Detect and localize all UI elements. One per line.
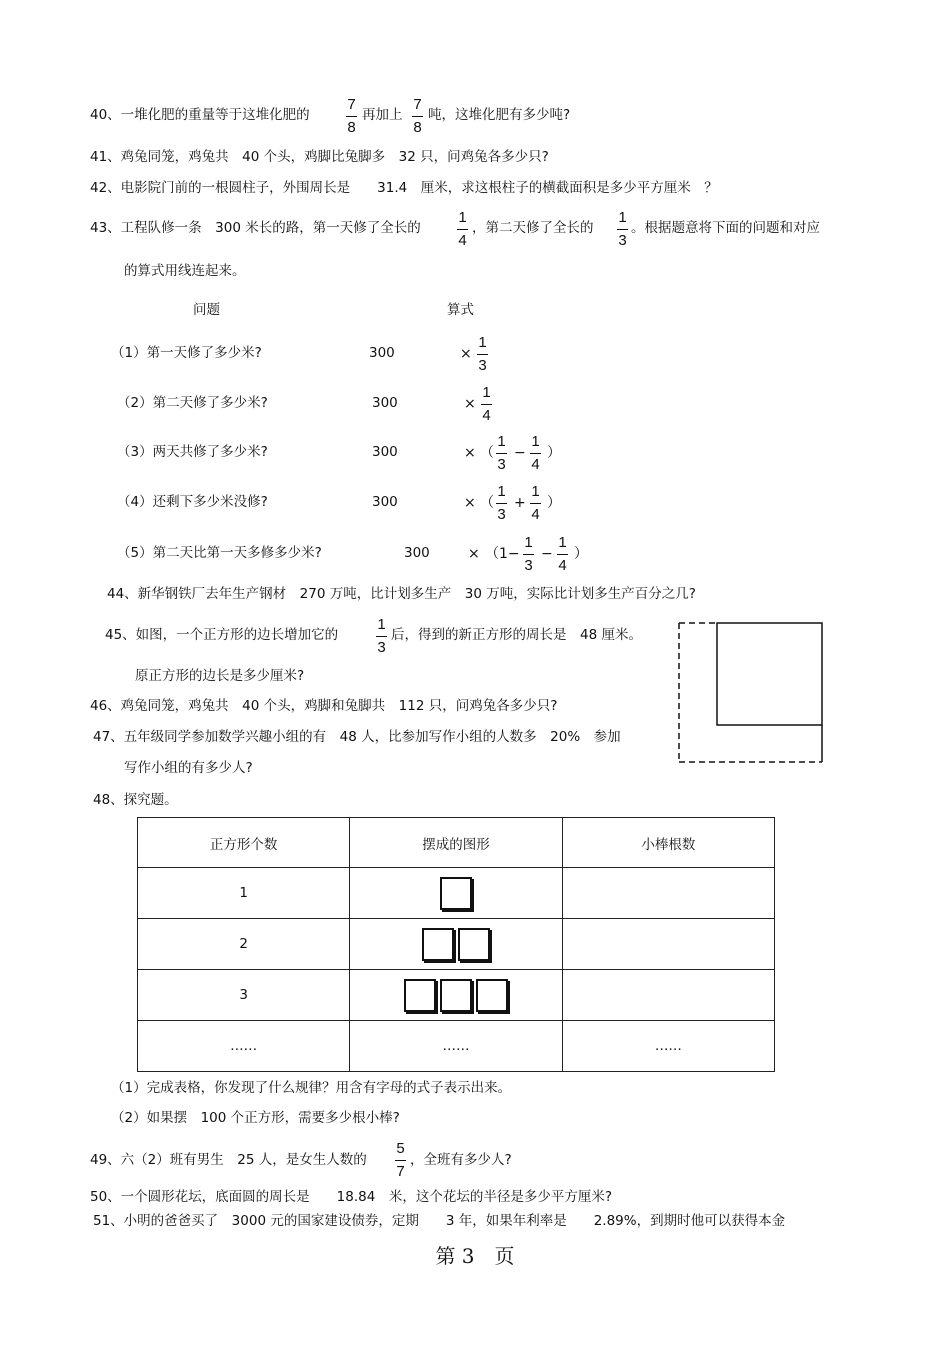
square-shape <box>440 979 472 1012</box>
formula-3-lparen: （ <box>480 445 494 461</box>
q40-fraction-1: 7 8 <box>347 96 356 136</box>
formula-3-fraction-a: 1 3 <box>497 433 506 473</box>
square-shape <box>476 979 508 1012</box>
q40-fraction-2: 7 8 <box>413 96 422 136</box>
q42-text: 42、电影院门前的一根圆柱子，外围周长是 31.4 厘米，求这根柱子的横截面积是多少平方厘米 ？ <box>90 180 718 196</box>
shape-cell <box>350 868 562 919</box>
square-shape <box>458 928 490 961</box>
formula-1-times: × <box>460 346 472 362</box>
q43-item-5-number: 300 <box>404 545 430 561</box>
q49-text-b: ，全班有多少人? <box>410 1152 512 1168</box>
formula-4-times: × <box>464 495 476 511</box>
q48-sub2: （2）如果摆 100 个正方形，需要多少根小棒? <box>111 1110 400 1126</box>
answer-cell <box>562 919 774 970</box>
square-shape <box>440 877 472 910</box>
answer-cell <box>562 970 774 1021</box>
formula-5-fraction-a: 1 3 <box>524 534 533 574</box>
formula-3-rparen: ） <box>547 445 561 461</box>
formula-2-times: × <box>464 396 476 412</box>
table-row <box>138 1021 775 1072</box>
row-count-cell: 1 <box>138 868 350 919</box>
q49-fraction: 5 7 <box>396 1140 405 1180</box>
q43-fraction-2: 1 3 <box>618 209 627 249</box>
q44-text: 44、新华钢铁厂去年生产钢材 270 万吨，比计划多生产 30 万吨，实际比计划多生产百分之几? <box>107 586 696 602</box>
q46-text: 46、鸡兔同笼，鸡兔共 40 个头，鸡脚和兔脚共 112 只，问鸡兔各多少只? <box>90 698 558 714</box>
q45-text-a: 45、如图，一个正方形的边长增加它的 <box>105 627 339 643</box>
q45-text-b: 后，得到的新正方形的周长是 48 厘米。 <box>391 627 642 643</box>
q48-title: 48、探究题。 <box>93 792 178 808</box>
exploration-table <box>137 817 775 1072</box>
header-stick-count: 小棒根数 <box>562 818 774 868</box>
header-square-count: 正方形个数 <box>138 818 350 868</box>
row-count-cell: 3 <box>138 970 350 1021</box>
q48-sub1: （1）完成表格，你发现了什么规律？用含有字母的式子表示出来。 <box>111 1080 512 1096</box>
formula-4-plus: + <box>514 495 526 511</box>
formula-5-minus: − <box>541 546 553 562</box>
q47-text-a: 47、五年级同学参加数学兴趣小组的有 48 人，比参加写作小组的人数多 20% 参加 <box>93 729 621 745</box>
formula-3-minus: − <box>514 445 526 461</box>
table-row <box>138 970 775 1021</box>
q49-text-a: 49、六（2）班有男生 25 人，是女生人数的 <box>90 1152 367 1168</box>
formula-5-times: × <box>468 546 480 562</box>
q50-text: 50、一个圆形花坛，底面圆的周长是 18.84 米，这个花坛的半径是多少平方厘米? <box>90 1189 612 1205</box>
square-shape <box>422 928 454 961</box>
q41-text: 41、鸡兔同笼，鸡兔共 40 个头，鸡脚比兔脚多 32 只，问鸡兔各多少只? <box>90 149 549 165</box>
header-shape: 摆成的图形 <box>350 818 562 868</box>
q43-fraction-1: 1 4 <box>458 209 467 249</box>
q45-fraction: 1 3 <box>377 616 386 656</box>
formula-3-times: × <box>464 445 476 461</box>
formula-4-lparen: （ <box>480 495 494 511</box>
ellipsis-cell: …… <box>562 1021 774 1072</box>
shape-cell <box>350 919 562 970</box>
q43-header-question: 问题 <box>193 302 220 318</box>
formula-5-fraction-b: 1 4 <box>558 534 567 574</box>
answer-cell <box>562 868 774 919</box>
q45-text-c: 原正方形的边长是多少厘米? <box>135 668 305 684</box>
formula-4-fraction-a: 1 3 <box>497 483 506 523</box>
row-count-cell: 2 <box>138 919 350 970</box>
q43-item-1-number: 300 <box>369 345 395 361</box>
q43-item-5: （5）第二天比第一天多修多少米? <box>117 545 322 561</box>
table-row <box>138 868 775 919</box>
formula-5-lparen-one-minus: （1− <box>485 546 520 562</box>
q43-text-b: ，第二天修了全长的 <box>472 220 594 236</box>
q43-item-3-number: 300 <box>372 444 398 460</box>
page-number: 第 3 页 <box>435 1244 515 1268</box>
q43-item-1: （1）第一天修了多少米? <box>111 345 262 361</box>
q40-text-a: 40、一堆化肥的重量等于这堆化肥的 <box>90 107 310 123</box>
formula-4-fraction-b: 1 4 <box>531 483 540 523</box>
q47-text-b: 写作小组的有多少人? <box>124 760 253 776</box>
formula-5-rparen: ） <box>574 546 588 562</box>
square-shape <box>404 979 436 1012</box>
q43-text-a: 43、工程队修一条 300 米长的路，第一天修了全长的 <box>90 220 421 236</box>
original-square <box>717 623 822 725</box>
q43-header-formula: 算式 <box>447 302 474 318</box>
q51-text: 51、小明的爸爸买了 3000 元的国家建设债券，定期 3 年，如果年利率是 2.89%，到期时他可以获得本金 <box>93 1213 786 1229</box>
formula-3-fraction-b: 1 4 <box>531 433 540 473</box>
q40-text-b: 再加上 <box>362 107 403 123</box>
q40-text-c: 吨，这堆化肥有多少吨? <box>428 107 571 123</box>
q43-item-2-number: 300 <box>372 395 398 411</box>
ellipsis-cell: …… <box>138 1021 350 1072</box>
table-header-row <box>138 818 775 868</box>
ellipsis-cell: …… <box>350 1021 562 1072</box>
shape-cell <box>350 970 562 1021</box>
formula-2-fraction: 1 4 <box>482 384 491 424</box>
q43-item-4-number: 300 <box>372 494 398 510</box>
q43-text-c: 。根据题意将下面的问题和对应 <box>631 220 820 236</box>
q43-item-3: （3）两天共修了多少米? <box>117 444 268 460</box>
table-row <box>138 919 775 970</box>
formula-1-fraction: 1 3 <box>478 334 487 374</box>
q43-item-2: （2）第二天修了多少米? <box>117 395 268 411</box>
formula-4-rparen: ） <box>547 495 561 511</box>
q43-text-d: 的算式用线连起来。 <box>124 263 246 279</box>
q43-item-4: （4）还剩下多少米没修? <box>117 494 268 510</box>
square-figure <box>675 618 827 768</box>
